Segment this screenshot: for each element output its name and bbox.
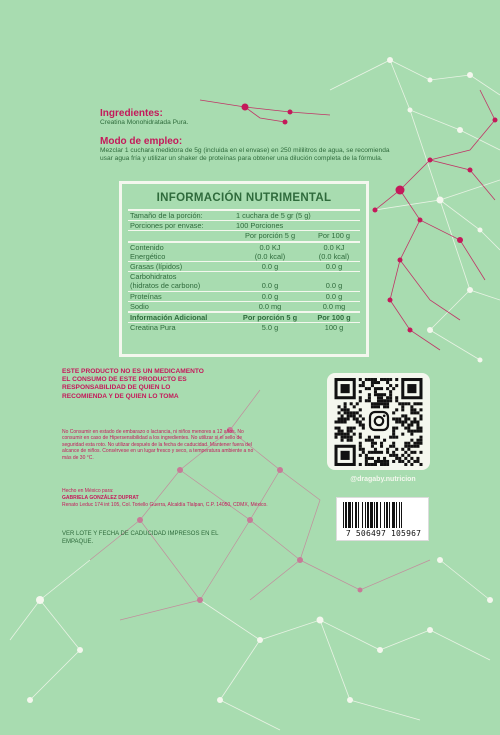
barcode-digits: 7 506497 105967	[345, 529, 422, 538]
usage-heading: Modo de empleo:	[100, 136, 183, 147]
table-row: (hidratos de carbono) 0.0 g 0.0 g	[130, 281, 343, 291]
additional-label: Información Adicional	[130, 313, 208, 323]
manufacturer-address: Renato Leduc 174 int 105, Col. Toriello Guerra, Alcaldía Tlalpan, C.P. 14050, CDMX, México.	[62, 502, 268, 508]
table-row: Carbohidratos	[128, 271, 360, 281]
portions-row	[128, 220, 360, 230]
serving-label: Tamaño de la porción:	[130, 211, 203, 220]
usage-section	[100, 136, 400, 163]
ingredients-heading: Ingredientes:	[100, 108, 163, 119]
usage-text: Mezclar 1 cuchara medidora de 5g (incluida en el envase) en 250 mililitros de agua, se recomienda usar agua fría y utilizar un shaker de proteínas para obtener una dilución completa de la fórmula.	[100, 147, 390, 163]
nutrition-title: INFORMACIÓN NUTRIMENTAL	[156, 192, 332, 204]
ingredients-text: Creatina Monohidratada Pura.	[100, 119, 189, 126]
additional-header-row: Información Adicional Por porción 5 g Por 100 g	[128, 311, 360, 322]
table-row: Energético (0.0 kcal) (0.0 kcal)	[130, 251, 350, 261]
barcode-bars	[337, 498, 430, 530]
qr-code[interactable]	[327, 373, 430, 470]
nutrition-table	[119, 181, 369, 357]
lot-notice: VER LOTE Y FECHA DE CADUCIDAD IMPRESOS EN EL EMPAQUE.	[62, 531, 219, 545]
table-row: Sodio 0.0 mg 0.0 mg	[128, 301, 360, 311]
medication-warning: ESTE PRODUCTO NO ES UN MEDICAMENTO EL CONSUMO DE ESTE PRODUCTO ES RESPONSABILIDAD DE QUIEN LO RECOMIENDA Y DE QUIEN LO TOMA	[62, 368, 204, 400]
portions-label: Porciones por envase:	[130, 221, 204, 231]
portions-value: 100 Porciones	[236, 221, 284, 231]
consumption-notice: No Consumir en estado de embarazo o lactancia, ni niños menores a 12 años. No consumir en caso de Hipersensibilidad a los ingredientes. No utilizar si el sello de seguridad esta roto. No utilizar después de la fecha de caducidad. Mantener fuera del alcance de niños. Consérvese en un lugar fresco y seco, a temperatura ambiente a no más de 30 °C.	[62, 429, 254, 461]
manufacturer-label: Hecho en México para:	[62, 488, 114, 494]
table-row: Contenido 0.0 KJ 0.0 KJ	[128, 241, 360, 252]
instagram-icon	[367, 409, 391, 433]
serving-row	[128, 209, 360, 220]
column-header-row	[128, 230, 360, 240]
table-row: Grasas (lípidos) 0.0 g 0.0 g	[128, 261, 360, 271]
creatine-row: Creatina Pura 5.0 g 100 g	[128, 322, 360, 332]
table-row: Proteínas 0.0 g 0.0 g	[128, 291, 360, 301]
barcode	[336, 497, 429, 541]
serving-value: 1 cuchara de 5 gr (5 g)	[236, 211, 311, 220]
ingredients-section	[100, 108, 400, 127]
col-portion-header: Por porción 5 g	[244, 231, 296, 241]
manufacturer-name: GABRIELA GONZÁLEZ DUPRAT	[62, 495, 139, 501]
social-handle[interactable]: @dragaby.nutricion	[350, 476, 416, 483]
col-100-header: Por 100 g	[317, 231, 351, 241]
